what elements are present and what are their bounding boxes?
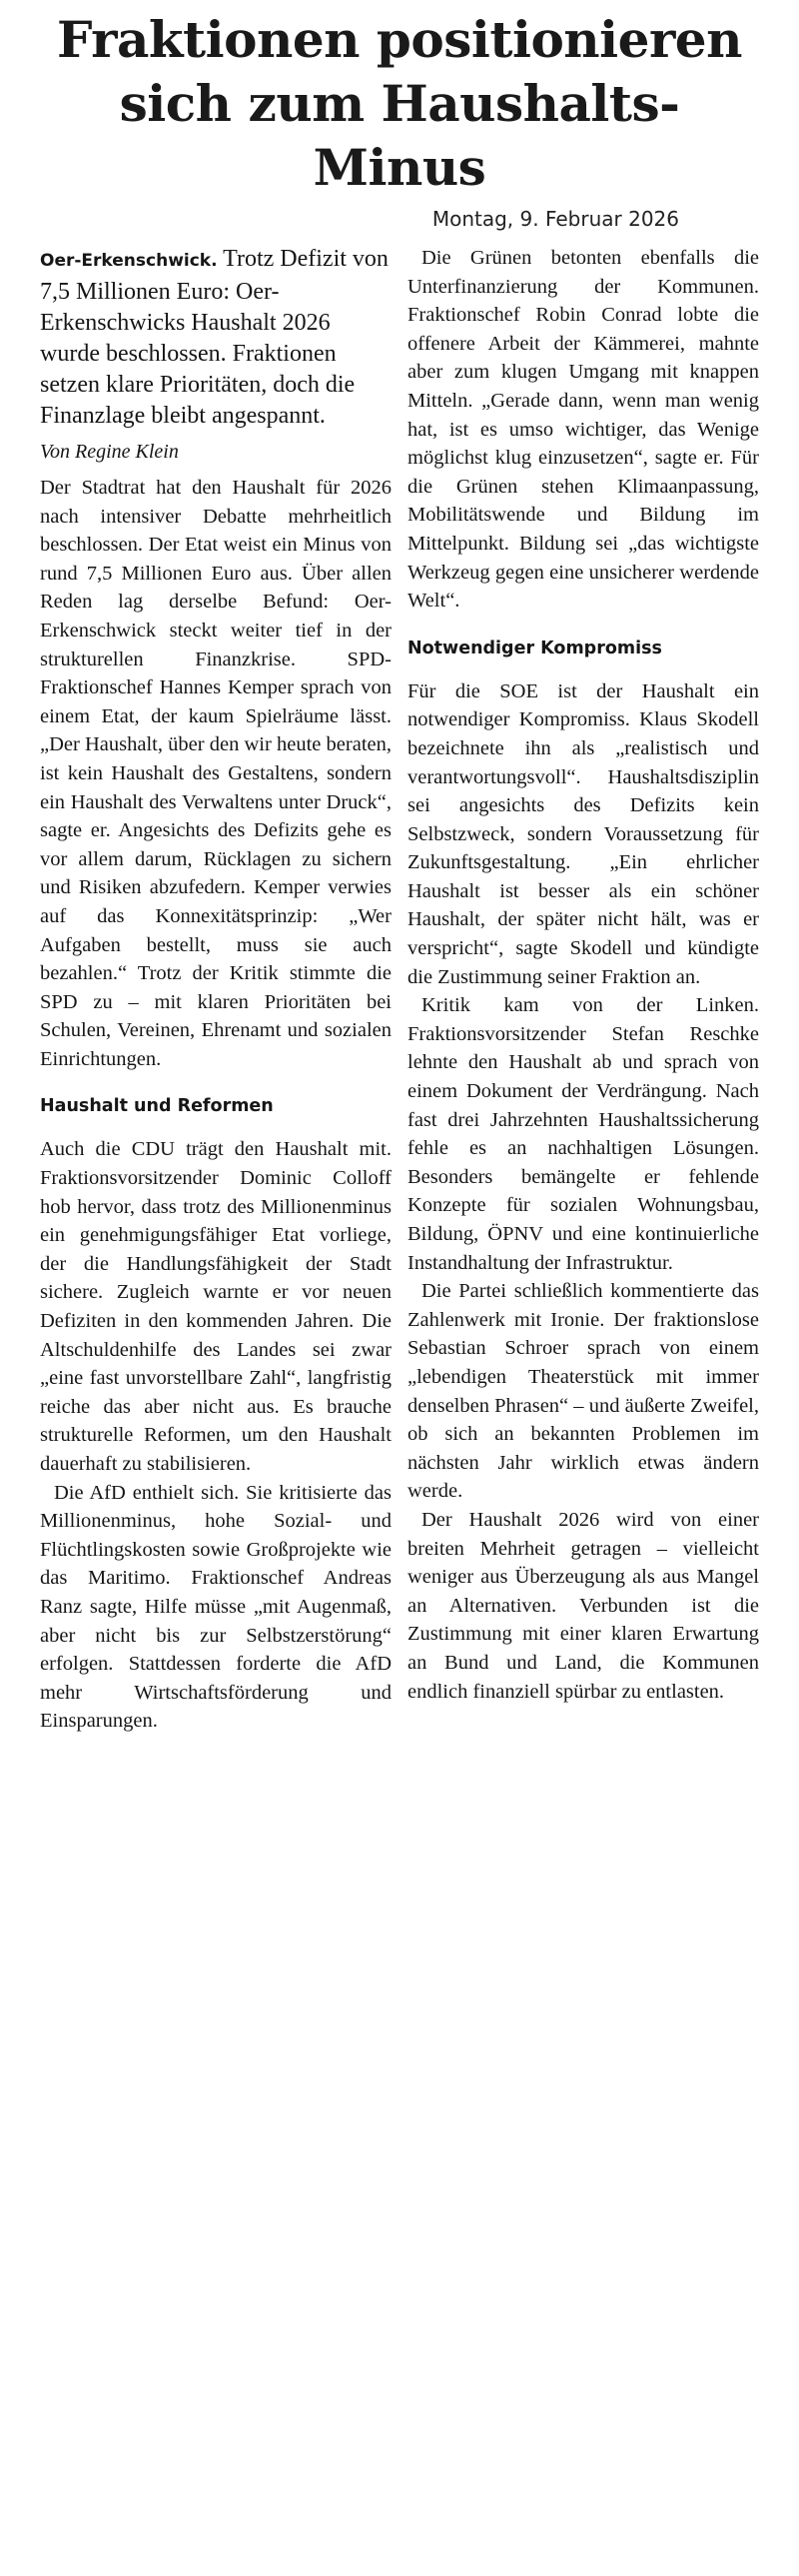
article-body — [40, 244, 759, 1736]
body-paragraph: Für die SOE ist der Haushalt ein notwendiger Kompromiss. Klaus Skodell bezeichnete ihn als „realistisch und verantwortungsvoll“. Haushaltsdisziplin sei angesichts des Defizits kein Selbstzweck, sondern Voraussetzung für Zukunftsgestaltung. „Ein ehrlicher Haushalt ist besser als ein schöner Haushalt, der später nicht hält, was er verspricht“, sagte Skodell und kündigte die Zustimmung seiner Fraktion an. — [407, 679, 759, 988]
body-paragraph: Auch die CDU trägt den Haushalt mit. Fraktionsvorsitzender Dominic Colloff hob hervor, dass trotz des Millionenminus ein genehmigungsfähiger Etat vorliege, der die Handlungsfähigkeit der Stadt sichere. Zugleich warnte er vor neuen Defiziten in den kommenden Jahren. Die Altschuldenhilfe des Landes sei zwar „eine fast unvorstellbare Zahl“, langfristig reiche das aber nicht aus. Es brauche strukturelle Reformen, um den Haushalt dauerhaft zu stabilisieren. — [40, 1138, 392, 1475]
body-paragraph: Die Partei schließlich kommentierte das Zahlenwerk mit Ironie. Der fraktionslose Sebastian Schroer sprach von einem „lebendigen Theaterstück mit immer denselben Phrasen“ – und äußerte Zweifel, ob sich an bekannten Problemen im nächsten Jahr wirklich etwas ändern werde. — [407, 1280, 759, 1503]
right-column — [407, 244, 759, 1736]
body-paragraph: Die AfD enthielt sich. Sie kritisierte das Millionenminus, hohe Sozial- und Flüchtlingskosten sowie Großprojekte wie das Maritimo. Fraktionschef Andreas Ranz sagte, Hilfe müsse „mit Augenmaß, aber nicht bis zur Selbstzerstörung“ erfolgen. Stattdessen forderte die AfD mehr Wirtschaftsförderung und Einsparungen. — [40, 1481, 392, 1733]
left-column — [40, 244, 392, 1736]
lead-place: Oer-Erkenschwick. — [40, 251, 218, 271]
subheading-haushalt-reformen: Haushalt und Reformen — [40, 1096, 274, 1117]
body-paragraph: Die Grünen betonten ebenfalls die Unterfinanzierung der Kommunen. Fraktionschef Robin Conrad lobte die offenere Arbeit der Kämmerei, mahnte aber zum klugen Umgang mit knappen Mitteln. „Gerade dann, wenn man wenig hat, ist es umso wichtiger, das Wenige möglichst klug einzusetzen“, sagte er. Für die Grünen stehen Klimaanpassung, Mobilitätswende und Bildung im Mittelpunkt. Bildung sei „das wichtigste Werkzeug gegen eine unsicherer werdende Welt“. — [407, 247, 759, 613]
body-paragraph: Kritik kam von der Linken. Fraktionsvorsitzender Stefan Reschke lehnte den Haushalt ab und sprach von einem Dokument der Verdrängung. Nach fast drei Jahrzehnten Haushaltssicherung fehle es an nachhaltigen Lösungen. Besonders bemängelte er fehlende Konzepte für sozialen Wohnungsbau, Bildung, ÖPNV und eine kontinuierliche Instandhaltung der Infrastruktur. — [407, 994, 759, 1274]
article-headline: Fraktionen positionieren sich zum Haushalts-Minus — [57, 10, 742, 197]
lead-text: Trotz Defizit von 7,5 Millionen Euro: Oer-Erkenschwicks Haushalt 2026 wurde beschlossen. Fraktionen setzen klare Prioritäten, doch die Finanzlage bleibt angespannt. — [40, 246, 389, 429]
article-date: Montag, 9. Februar 2026 — [431, 207, 679, 231]
article-byline: Von Regine Klein — [40, 441, 179, 463]
subheading-notwendiger-kompromiss: Notwendiger Kompromiss — [407, 638, 662, 658]
article-lead — [40, 244, 392, 432]
body-paragraph: Der Stadtrat hat den Haushalt für 2026 nach intensiver Debatte mehrheitlich beschlossen. Der Etat weist ein Minus von rund 7,5 Millionen Euro aus. Über allen Reden lag derselbe Befund: Oer-Erkenschwick steckt weiter tief in der strukturellen Finanzkrise. SPD-Fraktionschef Hannes Kemper sprach von einem Etat, der kaum Spielräume lässt. „Der Haushalt, über den wir heute beraten, ist kein Haushalt des Gestaltens, sondern ein Haushalt des Verwaltens unter Druck“, sagte er. Angesichts des Defizits gehe es vor allem darum, Rücklagen zu sichern und Risiken abzufedern. Kemper verwies auf das Konnexitätsprinzip: „Wer Aufgaben bestellt, muss sie auch bezahlen.“ Trotz der Kritik stimmte die SPD zu – mit klaren Prioritäten bei Schulen, Vereinen, Ehrenamt und sozialen Einrichtungen. — [40, 477, 392, 1070]
body-paragraph: Der Haushalt 2026 wird von einer breiten Mehrheit getragen – vielleicht weniger aus Überzeugung als aus Mangel an Alternativen. Verbunden ist die Zustimmung mit einer klaren Erwartung an Bund und Land, die Kommunen endlich finanziell spürbar zu entlasten. — [407, 1508, 759, 1703]
